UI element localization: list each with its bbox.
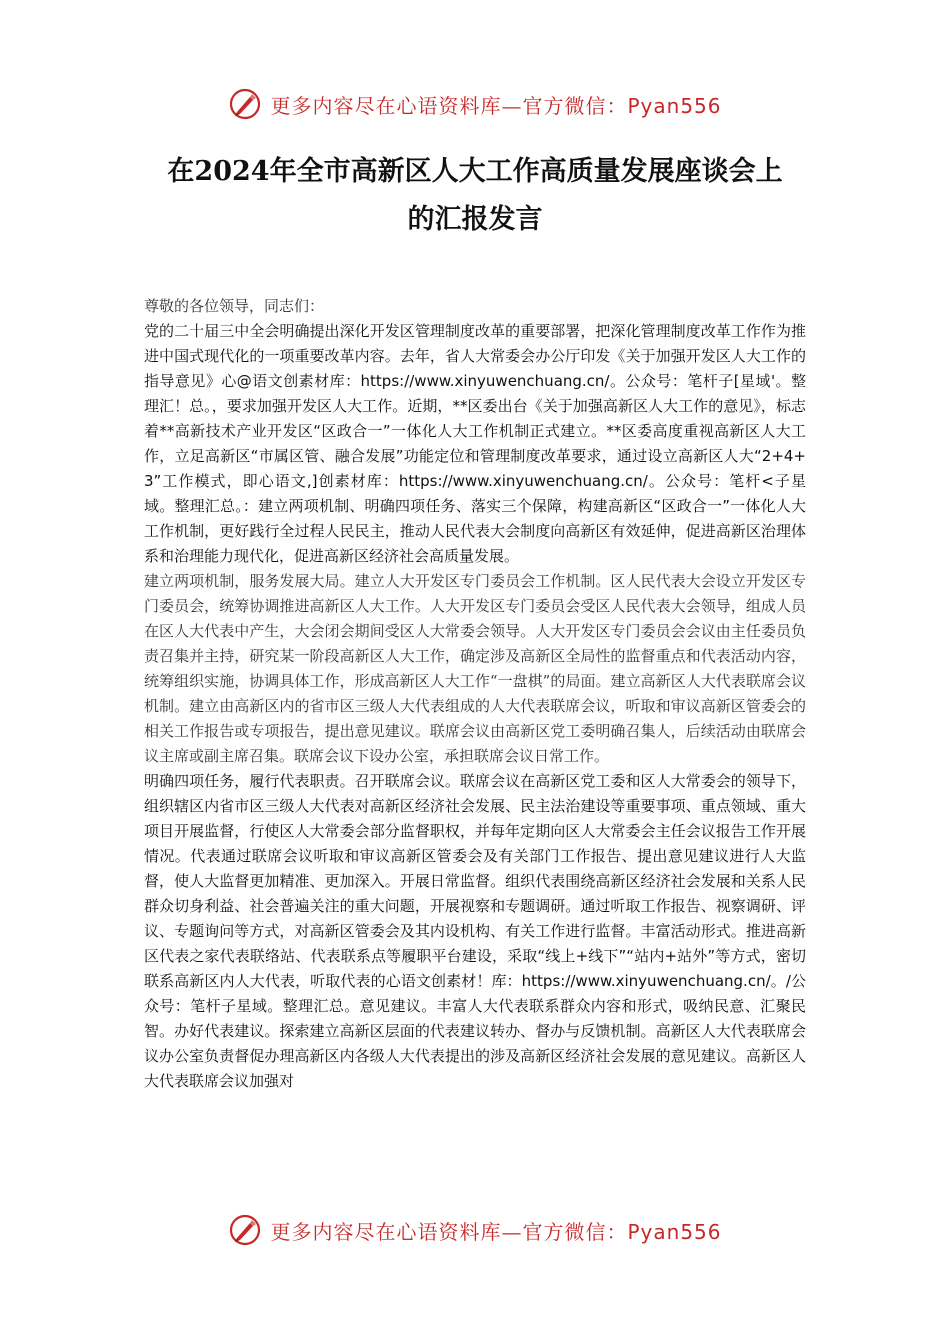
wechat-id: Pyan556 xyxy=(627,93,722,118)
document-body xyxy=(144,294,806,1094)
salutation: 尊敬的各位领导，同志们： xyxy=(144,297,325,315)
banner-text: 更多内容尽在心语资料库—官方微信：Pyan556 xyxy=(270,1219,722,1244)
banner-text: 更多内容尽在心语资料库—官方微信：Pyan556 xyxy=(270,93,722,118)
footer-watermark-banner xyxy=(0,1210,950,1250)
paragraph-four-tasks: 明确四项任务，履行代表职责。召开联席会议。联席会议在高新区党工委和区人大常委会的领导下，组织辖区内省市区三级人大代表对高新区经济社会发展、民主法治建设等重要事项、重点领域、重大项目开展监督，行使区人大常委会部分监督职权，并每年定期向区人大常委会主任会议报告工作开展情况。代表通过联席会议听取和审议高新区管委会及有关部门工作报告、提出意见建议进行人大监督，使人大监督更加精准、更加深入。开展日常监督。组织代表围绕高新区经济社会发展和关系人民群众切身利益、社会普遍关注的重大问题，开展视察和专题调研。通过听取工作报告、视察调研、评议、专题询问等方式，对高新区管委会及其内设机构、有关工作进行监督。丰富活动形式。推进高新区代表之家代表联络站、代表联系点等履职平台建设，采取“线上+线下”“站内+站外”等方式，密切联系高新区内人大代表，听取代表的心语文创素材！库：https://www.xinyuwenchuang.cn/。/公众号：笔杆子星域。整理汇总。意见建议。丰富人大代表联系群众内容和形式，吸纳民意、汇聚民智。办好代表建议。探索建立高新区层面的代表建议转办、督办与反馈机制。高新区人大代表联席会议办公室负责督促办理高新区内各级人大代表提出的涉及高新区经济社会发展的意见建议。高新区人大代表联席会议加强对 xyxy=(144,772,806,1090)
document-title xyxy=(140,148,810,244)
pen-logo-icon xyxy=(228,1213,262,1247)
wechat-id: Pyan556 xyxy=(627,1219,722,1244)
pen-logo-icon xyxy=(228,87,262,121)
paragraph-two-mechanisms: 建立两项机制，服务发展大局。建立人大开发区专门委员会工作机制。区人民代表大会设立开发区专门委员会，统筹协调推进高新区人大工作。人大开发区专门委员会受区人民代表大会领导，组成人员在区人大代表中产生，大会闭会期间受区人大常委会领导。人大开发区专门委员会会议由主任委员负责召集并主持，研究某一阶段高新区人大工作，确定涉及高新区全局性的监督重点和代表活动内容，统筹组织实施，协调具体工作，形成高新区人大工作“一盘棋”的局面。建立高新区人大代表联席会议机制。建立由高新区内的省市区三级人大代表组成的人大代表联席会议，听取和审议高新区管委会的相关工作报告或专项报告，提出意见建议。联席会议由高新区党工委明确召集人，后续活动由联席会议主席或副主席召集。联席会议下设办公室，承担联席会议日常工作。 xyxy=(144,572,806,765)
header-watermark-banner xyxy=(0,84,950,124)
paragraph-intro: 党的二十届三中全会明确提出深化开发区管理制度改革的重要部署，把深化管理制度改革工作作为推进中国式现代化的一项重要改革内容。去年，省人大常委会办公厅印发《关于加强开发区人大工作的指导意见》心@语文创素材库：https://www.xinyuwenchuang.cn/。公众号：笔杆子[星域'。整理汇！总。，要求加强开发区人大工作。近期，**区委出台《关于加强高新区人大工作的意见》，标志着**高新技术产业开发区“区政合一”一体化人大工作机制正式建立。**区委高度重视高新区人大工作，立足高新区“市属区管、融合发展”功能定位和管理制度改革要求，通过设立高新区人大“2+4+3”工作模式，即心语文,]创素材库：https://www.xinyuwenchuang.cn/。公众号：笔杆<子星域。整理汇总。：建立两项机制、明确四项任务、落实三个保障，构建高新区“区政合一”一体化人大工作机制，更好践行全过程人民民主，推动人民代表大会制度向高新区有效延伸，促进高新区治理体系和治理能力现代化，促进高新区经济社会高质量发展。 xyxy=(144,322,806,565)
title-line-1: 在2024年全市高新区人大工作高质量发展座谈会上 xyxy=(167,156,783,187)
title-line-2: 的汇报发言 xyxy=(407,204,543,235)
